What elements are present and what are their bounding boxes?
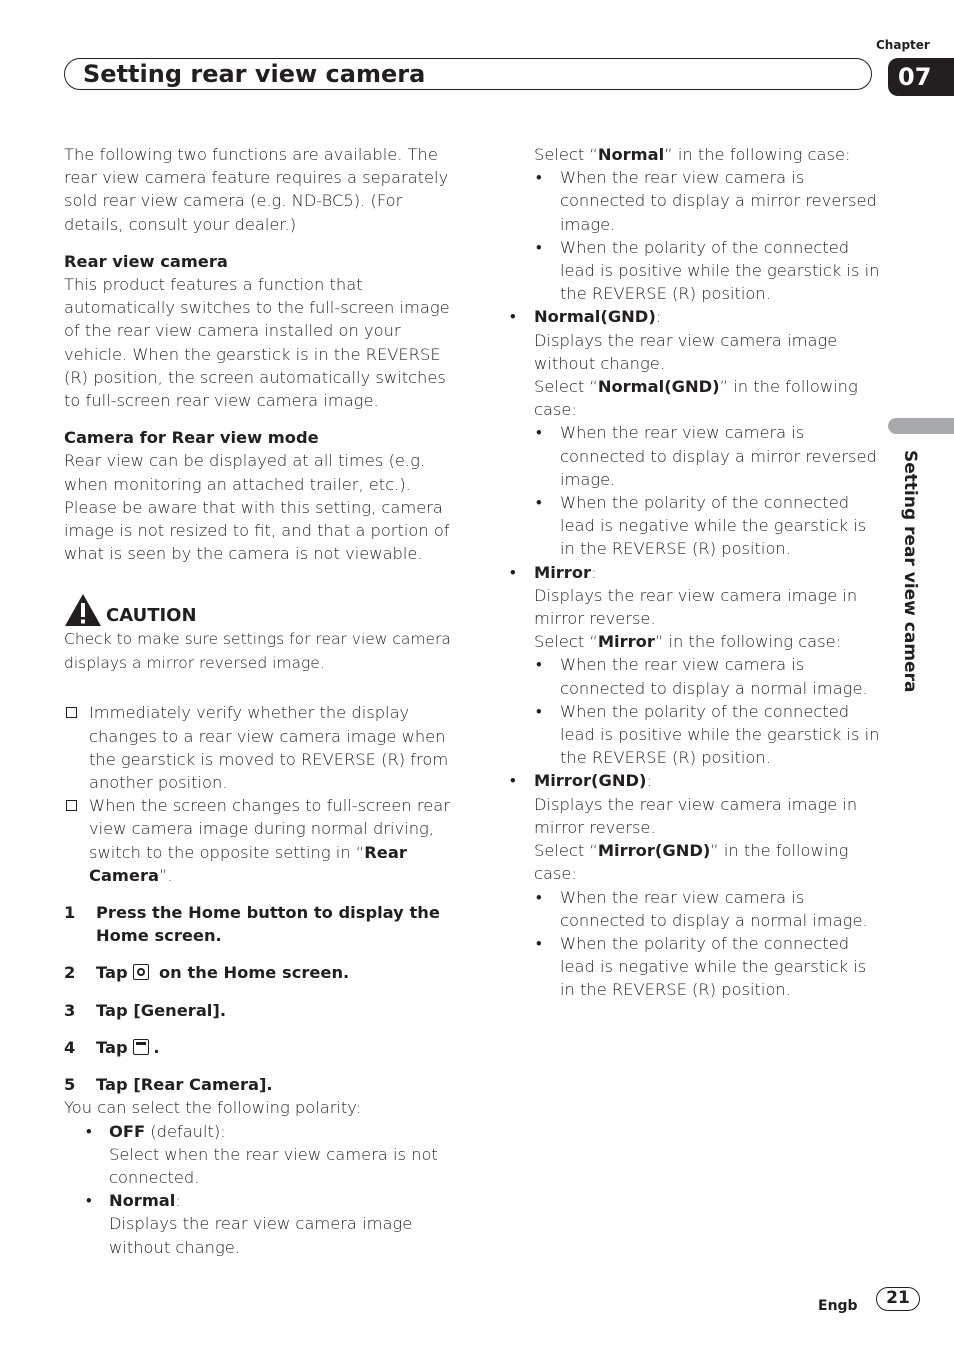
check-item — [64, 794, 456, 887]
option-mirror: • Mirror: — [510, 562, 597, 582]
chapter-badge — [888, 58, 954, 96]
step-3: 3 Tap [General]. — [64, 1000, 227, 1020]
caution-title: CAUTION — [106, 605, 197, 627]
list-item: • When the polarity of the connected lead is positive while the gearstick is in the REVERSE (R) position. — [536, 237, 880, 304]
step-4: 4 Tap . — [64, 1037, 160, 1057]
left-column — [64, 143, 456, 1259]
title-bar — [64, 58, 872, 90]
mirror-gnd-select-line: Select “Mirror(GND)” in the following case: — [534, 841, 849, 884]
settings-icon — [133, 964, 149, 980]
list-item: • When the polarity of the connected lead is negative while the gearstick is in the REVERSE (R) position. — [536, 933, 867, 1000]
option-off: • OFF (default): Select when the rear view camera is not connected. — [86, 1121, 438, 1187]
normal-gnd-select-line: Select “Normal(GND)” in the following case: — [534, 377, 858, 420]
mirror-desc: Displays the rear view camera image in mirror reverse. — [534, 585, 858, 629]
normal-select-line: Select “Normal” in the following case: — [534, 145, 851, 164]
normal-gnd-desc: Displays the rear view camera image without change. — [534, 330, 838, 373]
warning-icon — [64, 593, 102, 627]
list-item: • When the polarity of the connected lead is negative while the gearstick is in the REVERSE (R) position. — [536, 493, 867, 559]
list-item: • When the polarity of the connected lead is positive while the gearstick is in the REVERSE (R) position. — [536, 701, 880, 768]
caution-header — [64, 591, 456, 627]
caution-text: Check to make sure settings for rear view camera displays a mirror reversed image. — [64, 630, 451, 673]
camera-mode-paragraph: Rear view can be displayed at all times (e.g. when monitoring an attached trailer, etc.). Please be aware that with this setting, camera image is not resized to fit, and that a portion of what is seen by the camera is not viewable. — [64, 451, 450, 564]
step-5: 5 Tap [Rear Camera]. — [64, 1075, 273, 1095]
check-text: When the screen changes to full-screen rear view camera image during normal driving, switch to the opposite setting in “Rear Camera”. — [89, 796, 450, 885]
step-2: 2 Tap on the Home screen. — [64, 963, 350, 983]
chapter-label: Chapter — [876, 38, 930, 52]
rear-view-camera-paragraph: This product features a function that automatically switches to the full-screen image of the rear view camera installed on your vehicle. When the gearstick is in the REVERSE (R) position, the screen automatically switches to full-screen rear view camera image. — [64, 275, 450, 411]
page-title: Setting rear view camera — [83, 60, 426, 88]
checkbox-icon — [66, 800, 77, 811]
step-1: 1 Press the Home button to display the Home screen. — [64, 903, 440, 946]
check-text: Immediately verify whether the display changes to a rear view camera image when the gearstick is moved to REVERSE (R) from another position. — [89, 703, 449, 793]
mirror-gnd-desc: Displays the rear view camera image in mirror reverse. — [534, 794, 858, 837]
check-item — [64, 701, 456, 794]
option-normal: • Normal: Displays the rear view camera image without change. — [86, 1191, 413, 1257]
heading-camera-for-rear-view-mode: Camera for Rear view mode — [64, 428, 319, 448]
system-window-icon — [133, 1039, 149, 1055]
option-normal-gnd: • Normal(GND): — [510, 307, 662, 327]
checkbox-icon — [66, 707, 77, 718]
list-item: • When the rear view camera is connected to display a mirror reversed image. — [536, 168, 877, 234]
right-column — [508, 143, 880, 1002]
option-mirror-gnd: • Mirror(GND): — [510, 771, 652, 791]
page-number: 21 — [876, 1287, 920, 1311]
mirror-select-line: Select “Mirror” in the following case: — [534, 632, 842, 652]
footer-language: Engb — [818, 1298, 858, 1314]
heading-rear-view-camera: Rear view camera — [64, 251, 228, 271]
polarity-intro: You can select the following polarity: — [64, 1098, 362, 1118]
list-item: • When the rear view camera is connected to display a normal image. — [536, 887, 868, 930]
side-section-title: Setting rear view camera — [900, 450, 920, 693]
list-item: • When the rear view camera is connected to display a mirror reversed image. — [536, 423, 877, 489]
side-tab-marker — [888, 418, 954, 434]
chapter-number: 07 — [898, 63, 932, 91]
intro-paragraph: The following two functions are available. The rear view camera feature requires a separately sold rear view camera (e.g. ND-BC5). (For details, consult your dealer.) — [64, 145, 449, 234]
list-item: • When the rear view camera is connected to display a normal image. — [536, 655, 868, 698]
